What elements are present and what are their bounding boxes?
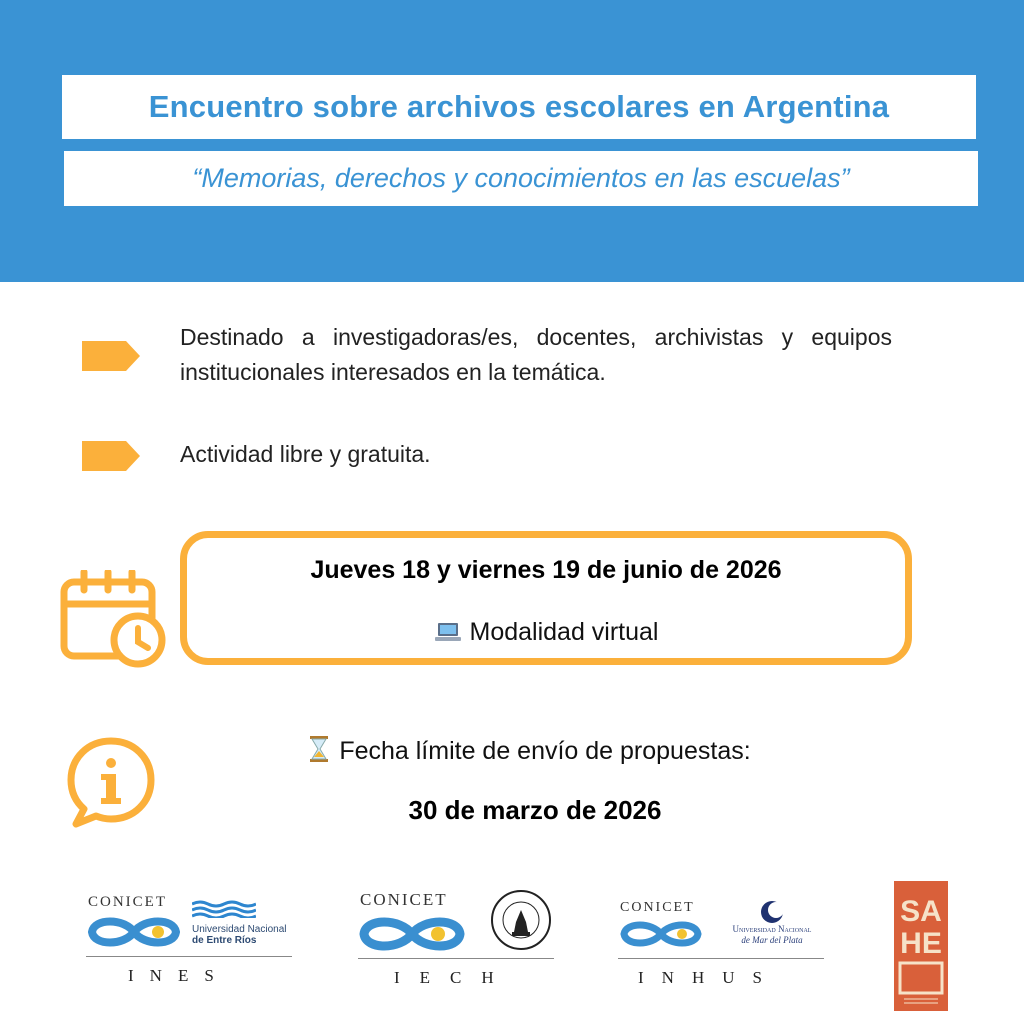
event-date: Jueves 18 y viernes 19 de junio de 2026: [310, 556, 782, 584]
institute-iech: IECH: [394, 968, 514, 987]
unmdp-emblem-icon: [760, 900, 784, 924]
free-activity-text: Actividad libre y gratuita.: [180, 441, 431, 467]
conicet-infinity-icon: [358, 914, 466, 954]
deadline-label: [0, 736, 1024, 766]
event-date-box: [180, 531, 912, 665]
laptop-icon: [434, 621, 462, 643]
uner-waves-icon: [192, 900, 256, 918]
conicet-label: CONICET: [88, 894, 167, 910]
uner-name: Universidad Nacional de Entre Ríos: [192, 924, 287, 946]
hourglass-icon: [309, 736, 329, 762]
svg-text:HE: HE: [900, 927, 942, 960]
logo-ines: [86, 894, 292, 994]
deadline-date: 30 de marzo de 2026: [408, 795, 662, 825]
conicet-label: CONICET: [620, 900, 695, 915]
institute-inhus: INHUS: [638, 968, 780, 987]
svg-text:SA: SA: [900, 895, 942, 928]
event-title: Encuentro sobre archivos escolares en Argentina: [148, 89, 890, 124]
calendar-clock-icon: [60, 570, 168, 670]
conicet-infinity-icon: [86, 914, 182, 950]
conicet-label: CONICET: [360, 890, 448, 909]
deadline-text: Fecha límite de envío de propuestas:: [339, 737, 751, 765]
unmdp-name: Universidad Nacional de Mar del Plata: [732, 924, 812, 945]
arrow-bullet-icon: [82, 441, 140, 471]
subtitle-box: [64, 151, 978, 206]
sahe-logo: [894, 881, 948, 1011]
event-mode: [187, 618, 905, 647]
header-banner: [0, 0, 1024, 282]
institute-ines: INES: [128, 966, 230, 985]
arrow-bullet-icon: [82, 341, 140, 371]
conicet-infinity-icon: [618, 918, 704, 950]
event-mode-label: Modalidad virtual: [469, 618, 659, 646]
logo-iech: [358, 886, 554, 992]
event-subtitle: “Memorias, derechos y conocimientos en las escuelas”: [192, 163, 850, 193]
title-box: [62, 75, 976, 139]
sahe-mark-icon: [894, 881, 948, 1011]
unr-seal-icon: [490, 888, 552, 952]
audience-text: Destinado a investigadoras/es, docentes, archivistas y equipos institucionales interesados en la temática.: [180, 324, 892, 385]
logo-inhus: [618, 900, 828, 992]
